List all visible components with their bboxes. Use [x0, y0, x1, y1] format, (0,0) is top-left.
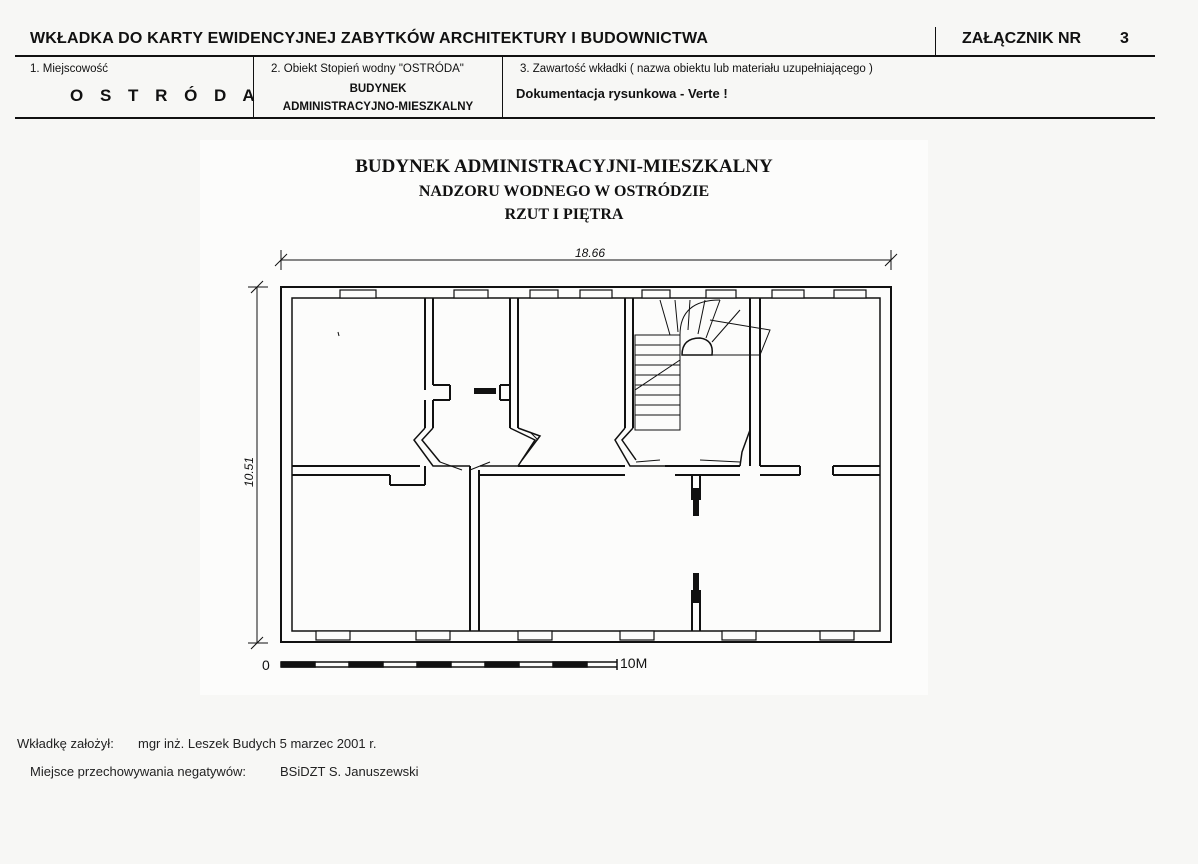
object-value-line2: ADMINISTRACYJNO-MIESZKALNY — [282, 101, 474, 113]
width-dimension-label: 18.66 — [575, 246, 606, 260]
object-value-line1: BUDYNEK — [349, 83, 407, 95]
negatives-location-value: BSiDZT S. Januszewski — [280, 764, 419, 779]
hall-bevels — [414, 428, 750, 466]
document-title: WKŁADKA DO KARTY EWIDENCYJNEJ ZABYTKÓW ARCHITEKTURY I BUDOWNICTWA — [30, 30, 709, 47]
attachment-number: 3 — [1120, 30, 1129, 47]
scale-end-label: 10M — [620, 655, 648, 671]
location-label: 1. Miejscowość — [30, 63, 108, 75]
scale-start-label: 0 — [262, 657, 270, 673]
wall-piers — [474, 388, 699, 603]
drawing-floor-label: RZUT I PIĘTRA — [504, 206, 624, 223]
scale-bar — [281, 659, 617, 670]
drawing-subtitle: NADZORU WODNEGO W OSTRÓDZIE — [418, 183, 710, 200]
object-label: 2. Obiekt Stopień wodny "OSTRÓDA" — [271, 63, 464, 75]
attachment-label: ZAŁĄCZNIK NR — [962, 30, 1082, 47]
outer-walls — [281, 287, 891, 642]
contents-value: Dokumentacja rysunkowa - Verte ! — [516, 86, 728, 101]
location-value: O S T R Ó D A — [70, 86, 261, 105]
created-by-label: Wkładkę założył: — [17, 736, 114, 751]
contents-label: 3. Zawartość wkładki ( nazwa obiektu lub materiału uzupełniającego ) — [520, 63, 873, 75]
height-dimension-label: 10.51 — [242, 456, 256, 487]
windows-bottom — [316, 631, 854, 640]
interior-walls — [292, 298, 880, 631]
drawing-title: BUDYNEK ADMINISTRACYJNI-MIESZKALNY — [355, 156, 773, 177]
created-by-value: mgr inż. Leszek Budych 5 marzec 2001 r. — [138, 736, 377, 751]
negatives-location-label: Miejsce przechowywania negatywów: — [30, 764, 247, 779]
windows-top — [340, 290, 866, 298]
